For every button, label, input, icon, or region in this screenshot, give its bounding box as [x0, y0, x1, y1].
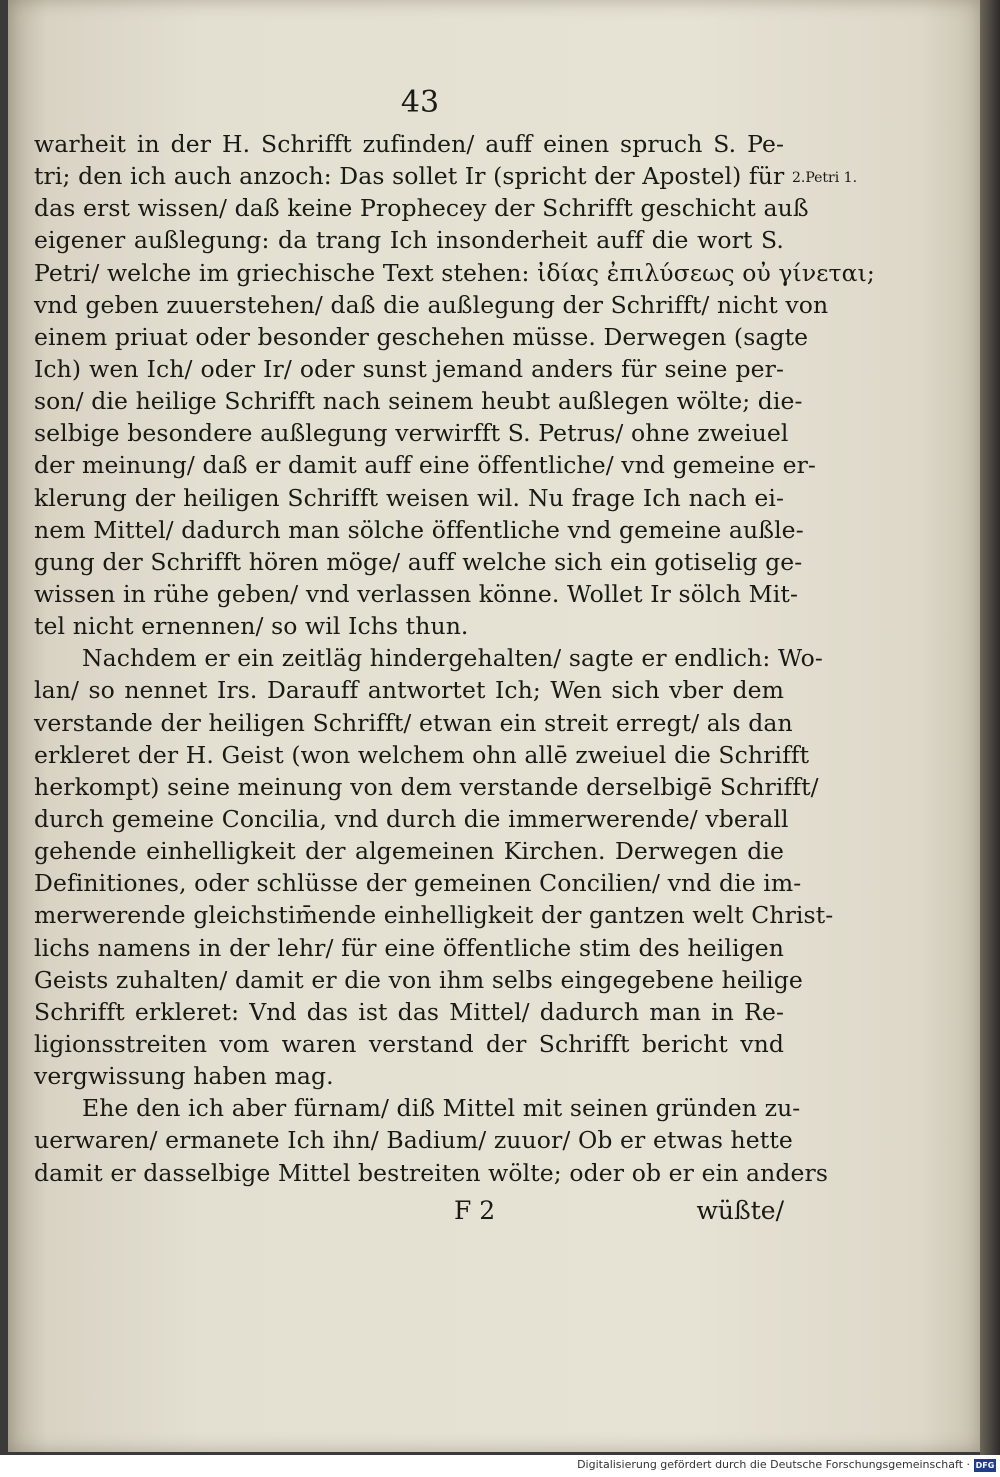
text-line: son/ die heilige Schrifft nach seinem heubt außlegen wölte; die-	[34, 387, 803, 416]
text-line: merwerende gleichstim̄ende einhelligkeit der gantzen welt Christ-	[34, 901, 834, 930]
text-line: gehende einhelligkeit der algemeinen Kirchen. Derwegen die	[34, 837, 784, 866]
text-line: Schrifft erkleret: Vnd das ist das Mittel/ dadurch man in Re-	[34, 997, 784, 1026]
text-line: durch gemeine Concilia, vnd durch die immerwerende/ vberall	[34, 804, 789, 833]
dfg-logo-icon: DFG	[975, 1461, 995, 1470]
text-line: vergwissung haben mag.	[34, 1062, 334, 1091]
catchword: wüßte/	[696, 1196, 784, 1225]
text-line: nem Mittel/ dadurch man sölche öffentliche vnd gemeine außle-	[34, 515, 804, 544]
text-line: Definitiones, oder schlüsse der gemeinen Concilien/ vnd die im-	[34, 869, 802, 898]
page-number: 43	[400, 85, 440, 120]
text-line: eigener außlegung: da trang Ich insonderheit auff die wort S.	[34, 226, 784, 255]
text-line: lichs namens in der lehr/ für eine öffentliche stim des heiligen	[34, 933, 784, 962]
text-line: lan/ so nennet Irs. Darauff antwortet Ich; Wen sich vber dem	[34, 676, 784, 705]
text-line: damit er dasselbige Mittel bestreiten wölte; oder ob er ein anders	[34, 1158, 828, 1187]
page-edge	[980, 0, 1000, 1455]
text-line: selbige besondere außlegung verwirfft S. Petrus/ ohne zweiuel	[34, 419, 789, 448]
text-line: klerung der heiligen Schrifft weisen wil. Nu frage Ich nach ei-	[34, 483, 784, 512]
text-line: ligionsstreiten vom waren verstand der Schrifft bericht vnd	[34, 1029, 784, 1058]
text-line: Petri/ welche im griechische Text stehen: ἰδίας ἐπιλύσεως οὐ γίνεται;	[34, 258, 875, 287]
text-line: Ich) wen Ich/ oder Ir/ oder sunst jemand anders für seine per-	[34, 354, 784, 383]
margin-note: 2.Petri 1.	[792, 170, 858, 186]
text-line: vnd geben zuuerstehen/ daß die außlegung der Schrifft/ nicht von	[34, 290, 829, 319]
text-line: wissen in rühe geben/ vnd verlassen könne. Wollet Ir sölch Mit-	[34, 579, 798, 608]
text-line: erkleret der H. Geist (won welchem ohn allē zweiuel die Schrifft	[34, 740, 810, 769]
text-line: Geists zuhalten/ damit er die von ihm selbs eingegebene heilige	[34, 965, 803, 994]
attribution-bar	[0, 1455, 1000, 1477]
text-line: uerwaren/ ermanete Ich ihn/ Badium/ zuuor/ Ob er etwas hette	[34, 1126, 793, 1155]
text-line: tel nicht ernennen/ so wil Ichs thun.	[34, 612, 469, 641]
text-line: einem priuat oder besonder geschehen müsse. Derwegen (sagte	[34, 322, 809, 351]
text-line: warheit in der H. Schrifft zufinden/ auff einen spruch S. Pe-	[34, 130, 784, 158]
text-line: der meinung/ daß er damit auff eine öffentliche/ vnd gemeine er-	[34, 451, 816, 480]
text-line: tri; den ich auch anzoch: Das sollet Ir (spricht der Apostel) für	[34, 162, 785, 191]
text-line: herkompt) seine meinung von dem verstande derselbigē Schrifft/	[34, 772, 819, 801]
text-line: verstande der heiligen Schrifft/ etwan ein streit erregt/ als dan	[34, 708, 793, 737]
text-line: gung der Schrifft hören möge/ auff welche sich ein gotiselig ge-	[34, 547, 803, 576]
funding-attribution: Digitalisierung gefördert durch die Deutsche Forschungsgemeinschaft ·	[577, 1458, 970, 1471]
text-line: Nachdem er ein zeitläg hindergehalten/ sagte er endlich: Wo-	[82, 644, 823, 673]
text-line: das erst wissen/ daß keine Prophecey der Schrifft geschicht auß	[34, 194, 809, 223]
signature-mark: F 2	[454, 1196, 496, 1225]
text-line: Ehe den ich aber fürnam/ diß Mittel mit seinen gründen zu-	[82, 1094, 801, 1123]
page-footer	[34, 1196, 784, 1236]
